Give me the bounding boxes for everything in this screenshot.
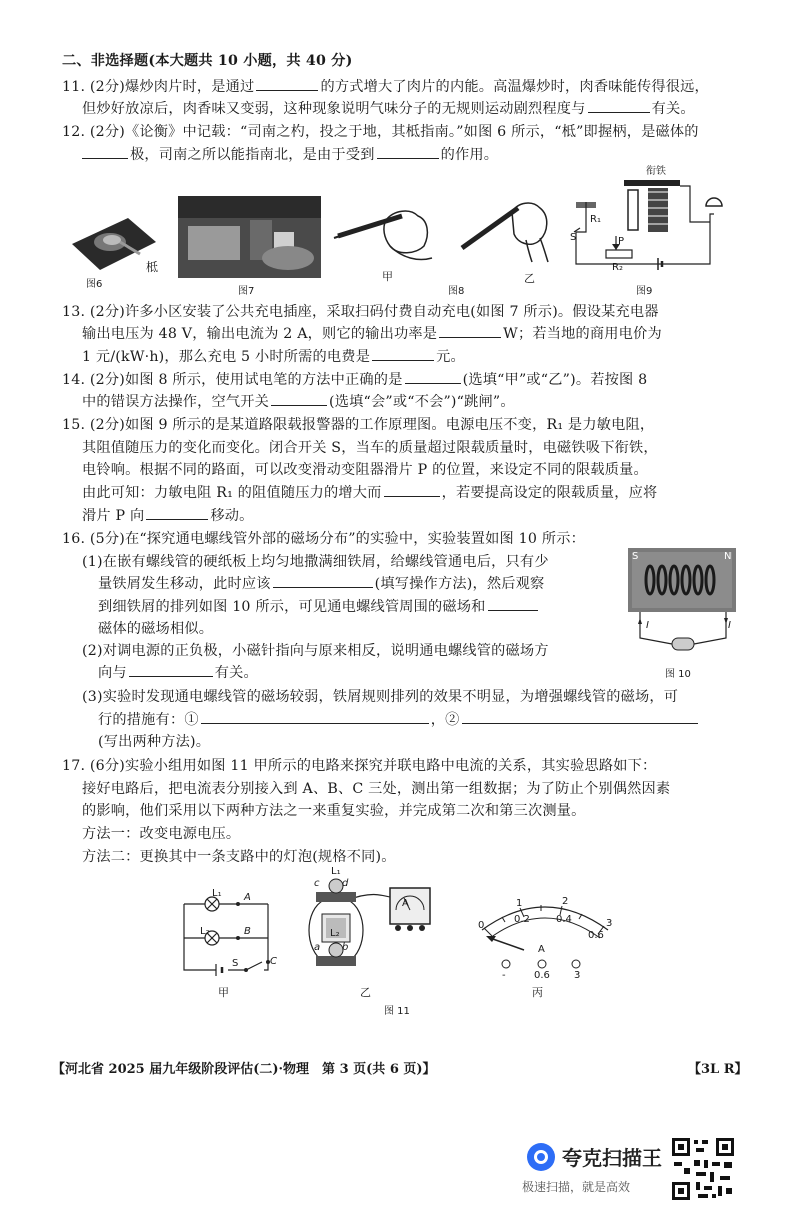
- q16-text-a: 量铁屑发生移动，此时应该: [98, 576, 271, 592]
- fig11-yi-L1: L₁: [331, 866, 341, 877]
- watermark-brand: 夸克扫描王: [562, 1146, 662, 1170]
- q16-blank-2[interactable]: [488, 596, 538, 611]
- fig11-bing-label: 丙: [532, 986, 543, 999]
- fig10-s-pole: S: [632, 551, 639, 562]
- q16-blank-5[interactable]: [462, 709, 698, 724]
- q13-text-b: W；若当地的商用电价为: [503, 326, 662, 342]
- q16-text-g: ，②: [430, 712, 460, 728]
- fig11-yi-a: a: [314, 942, 321, 953]
- q14-text-d: (选填“会”或“不会”)“跳闸”。: [329, 394, 515, 410]
- q14-line1: [62, 369, 647, 389]
- q16-text-e: 有关。: [214, 665, 258, 681]
- q15-text-c: 滑片 P 向: [82, 508, 145, 524]
- fig9-caption: 图9: [636, 286, 653, 297]
- q15-blank-1[interactable]: [384, 482, 440, 497]
- fig11-bing-scale-06: 0.6: [588, 930, 604, 941]
- fig6-handle-label: 柢: [146, 260, 159, 274]
- q11-blank-2[interactable]: [588, 98, 650, 113]
- quark-logo-icon: [524, 1140, 558, 1174]
- fig8-caption: 图8: [448, 286, 465, 297]
- fig11-bing-scale-0: 0: [478, 920, 485, 931]
- qr-code-icon: [670, 1136, 736, 1202]
- q16-p3-line2: [98, 709, 700, 729]
- q16-blank-4[interactable]: [201, 709, 429, 724]
- fig11-jia-label: 甲: [218, 986, 229, 999]
- section-title: 二、非选择题(本大题共 10 小题，共 40 分): [62, 53, 353, 69]
- q12-blank-2[interactable]: [377, 144, 439, 159]
- fig11-bing-scale-04: 0.4: [556, 914, 572, 925]
- q17-line4: 方法一：改变电源电压。: [82, 826, 241, 842]
- fig11-yi-b: b: [342, 942, 349, 953]
- footer-right: 【3L R】: [688, 1062, 748, 1077]
- q13-line1: 13. (2分)许多小区安装了公共充电插座，采取扫码付费自动充电(如图 7 所示)。假设某充电器: [62, 304, 659, 320]
- fig11-jia-L1: L₁: [212, 888, 222, 899]
- q14-blank-2[interactable]: [271, 391, 327, 406]
- q15-line2: 其阻值随压力的变化而变化。闭合开关 S，当车的质量超过限载质量时，电磁铁吸下衔铁，: [82, 440, 658, 456]
- fig11-bing-terminal-neg: -: [502, 970, 506, 981]
- fig10-n-pole: N: [724, 551, 732, 562]
- q13-text-a: 输出电压为 48 V，输出电流为 2 A，则它的输出功率是: [82, 326, 438, 342]
- fig7-caption: 图7: [238, 286, 255, 297]
- fig11-jia-point-B: B: [244, 926, 251, 937]
- q16-line0: 16. (5分)在“探究通电螺线管外部的磁场分布”的实验中，实验装置如图 10 所示：: [62, 531, 585, 547]
- fig8-jia-label: 甲: [382, 270, 393, 283]
- q16-p3-line3: (写出两种方法)。: [98, 734, 211, 750]
- q16-text-b: (填写操作方法)，然后观察: [374, 576, 545, 592]
- fig11-yi-meter-unit: A: [402, 898, 409, 909]
- footer-left: 【河北省 2025 届九年级阶段评估(二)·物理 第 3 页(共 6 页)】: [52, 1062, 436, 1077]
- fig9-r2-label: R₂: [612, 262, 623, 273]
- q13-line2: [82, 323, 662, 343]
- fig11-caption: 图 11: [384, 1006, 410, 1017]
- fig10-caption: 图 10: [665, 669, 691, 680]
- fig9-r1-label: R₁: [590, 214, 601, 225]
- fig10-current-right: I: [728, 620, 731, 631]
- q13-text-c: 1 元/(kW·h)，那么充电 5 小时所需的电费是: [82, 349, 371, 365]
- q13-text-d: 元。: [436, 349, 465, 365]
- q16-text-f: 行的措施有：①: [98, 712, 199, 728]
- watermark-slogan: 极速扫描，就是高效: [522, 1180, 631, 1194]
- q14-blank-1[interactable]: [405, 369, 461, 384]
- q16-p1-line1: (1)在嵌有螺线管的硬纸板上均匀地撒满细铁屑，给螺线管通电后，只有少: [82, 554, 549, 570]
- fig11-bing-unit: A: [538, 944, 545, 955]
- fig6-caption: 图6: [86, 279, 103, 290]
- fig11-bing-terminal-06: 0.6: [534, 970, 550, 981]
- fig11-jia-point-A: A: [244, 892, 251, 903]
- fig11-jia-L2: L₂: [200, 926, 210, 937]
- fig11-yi-L2: L₂: [330, 928, 340, 939]
- q13-line3: [82, 346, 465, 366]
- q14-text-a: 14. (2分)如图 8 所示，使用试电笔的方法中正确的是: [62, 372, 403, 388]
- q16-blank-1[interactable]: [273, 573, 373, 588]
- q16-p1-line4: 磁体的磁场相似。: [98, 621, 214, 637]
- q11-line1: [62, 76, 709, 96]
- q15-text-b: ，若要提高设定的限载质量，应将: [441, 485, 658, 501]
- q15-line3: 电铃响。根据不同的路面，可以改变滑动变阻器滑片 P 的位置，来设定不同的限载质量。: [82, 462, 648, 478]
- q11-line2: [82, 98, 695, 118]
- fig9-armature-label: 衔铁: [646, 166, 666, 177]
- fig11-jia-circuit: [176, 888, 280, 980]
- q15-text-d: 移动。: [210, 508, 254, 524]
- fig11-bing-scale-2: 2: [562, 896, 569, 907]
- fig10-solenoid-figure: [628, 548, 736, 660]
- q14-text-c: 中的错误方法操作，空气开关: [82, 394, 270, 410]
- q11-blank-1[interactable]: [256, 76, 318, 91]
- fig11-yi-c: c: [314, 878, 320, 889]
- q15-text-a: 由此可知：力敏电阻 R₁ 的阻值随压力的增大而: [82, 485, 382, 501]
- fig11-yi-d: d: [342, 878, 349, 889]
- q12-blank-1[interactable]: [82, 144, 128, 159]
- fig11-yi-setup: [304, 870, 434, 980]
- fig11-jia-point-C: C: [270, 956, 277, 967]
- q15-line4: [82, 482, 657, 502]
- q15-line5: [82, 505, 254, 525]
- q16-text-c: 到细铁屑的排列如图 10 所示，可见通电螺线管周围的磁场和: [98, 599, 486, 615]
- fig8-jia-pen-hand: [332, 200, 440, 266]
- q15-line1: 15. (2分)如图 9 所示的是某道路限载报警器的工作原理图。电源电压不变，R₁ 是力敏电阻，: [62, 417, 655, 433]
- q13-blank-1[interactable]: [439, 323, 501, 338]
- q16-p3-line1: (3)实验时发现通电螺线管的磁场较弱，铁屑规则排列的效果不明显，为增强螺线管的磁场，可: [82, 689, 679, 705]
- q17-line5: 方法二：更换其中一条支路中的灯泡(规格不同)。: [82, 849, 396, 865]
- q12-text-b: 的作用。: [440, 147, 499, 163]
- q16-p1-line2: [98, 573, 544, 593]
- q12-line1: 12. (2分)《论衡》中记载：“司南之杓，投之于地，其柢指南。”如图 6 所示，“柢”即握柄，是磁体的: [62, 124, 699, 140]
- fig7-charging-photo: [178, 196, 321, 278]
- q13-blank-2[interactable]: [372, 346, 434, 361]
- fig9-p-label: P: [618, 236, 625, 247]
- fig8-yi-label: 乙: [524, 272, 535, 285]
- q16-blank-3[interactable]: [129, 662, 213, 677]
- q16-p2-line1: (2)对调电源的正负极，小磁针指向与原来相反，说明通电螺线管的磁场方: [82, 643, 549, 659]
- q11-text-b: 的方式增大了肉片的内能。高温爆炒时，肉香味能传得很远，: [320, 79, 709, 95]
- q11-text-d: 有关。: [651, 101, 695, 117]
- q11-text-a: 11. (2分)爆炒肉片时，是通过: [62, 79, 255, 95]
- q16-p1-line3: [98, 596, 540, 616]
- q16-p2-line2: [98, 662, 258, 682]
- q17-line3: 的影响，他们采用以下两种方法之一来重复实验，并完成第二次和第三次测量。: [82, 803, 586, 819]
- q17-line2: 接好电路后，把电流表分别接入到 A、B、C 三处，测出第一组数据；为了防止个别偶然因素: [82, 781, 671, 797]
- q16-text-d: 向与: [98, 665, 127, 681]
- fig10-current-left: I: [646, 620, 649, 631]
- fig11-jia-switch: S: [232, 958, 239, 969]
- fig8-yi-pen-hand: [456, 194, 556, 264]
- fig11-bing-scale-1: 1: [516, 898, 523, 909]
- fig11-yi-label: 乙: [360, 986, 371, 999]
- fig11-bing-scale-02: 0.2: [514, 914, 530, 925]
- q14-line2: [82, 391, 515, 411]
- q11-text-c: 但炒好放凉后，肉香味又变弱，这种现象说明气味分子的无规则运动剧烈程度与: [82, 101, 586, 117]
- q12-line2: [82, 144, 498, 164]
- fig11-bing-scale-3: 3: [606, 918, 613, 929]
- q14-text-b: (选填“甲”或“乙”)。若按图 8: [462, 372, 648, 388]
- fig11-bing-terminal-3: 3: [574, 970, 581, 981]
- fig9-switch-label: S: [570, 232, 577, 243]
- q12-text-a: 极，司南之所以能指南北，是由于受到: [130, 147, 375, 163]
- q15-blank-2[interactable]: [146, 505, 208, 520]
- q17-line1: 17. (6分)实验小组用如图 11 甲所示的电路来探究并联电路中电流的关系，其实验思路如下：: [62, 758, 657, 774]
